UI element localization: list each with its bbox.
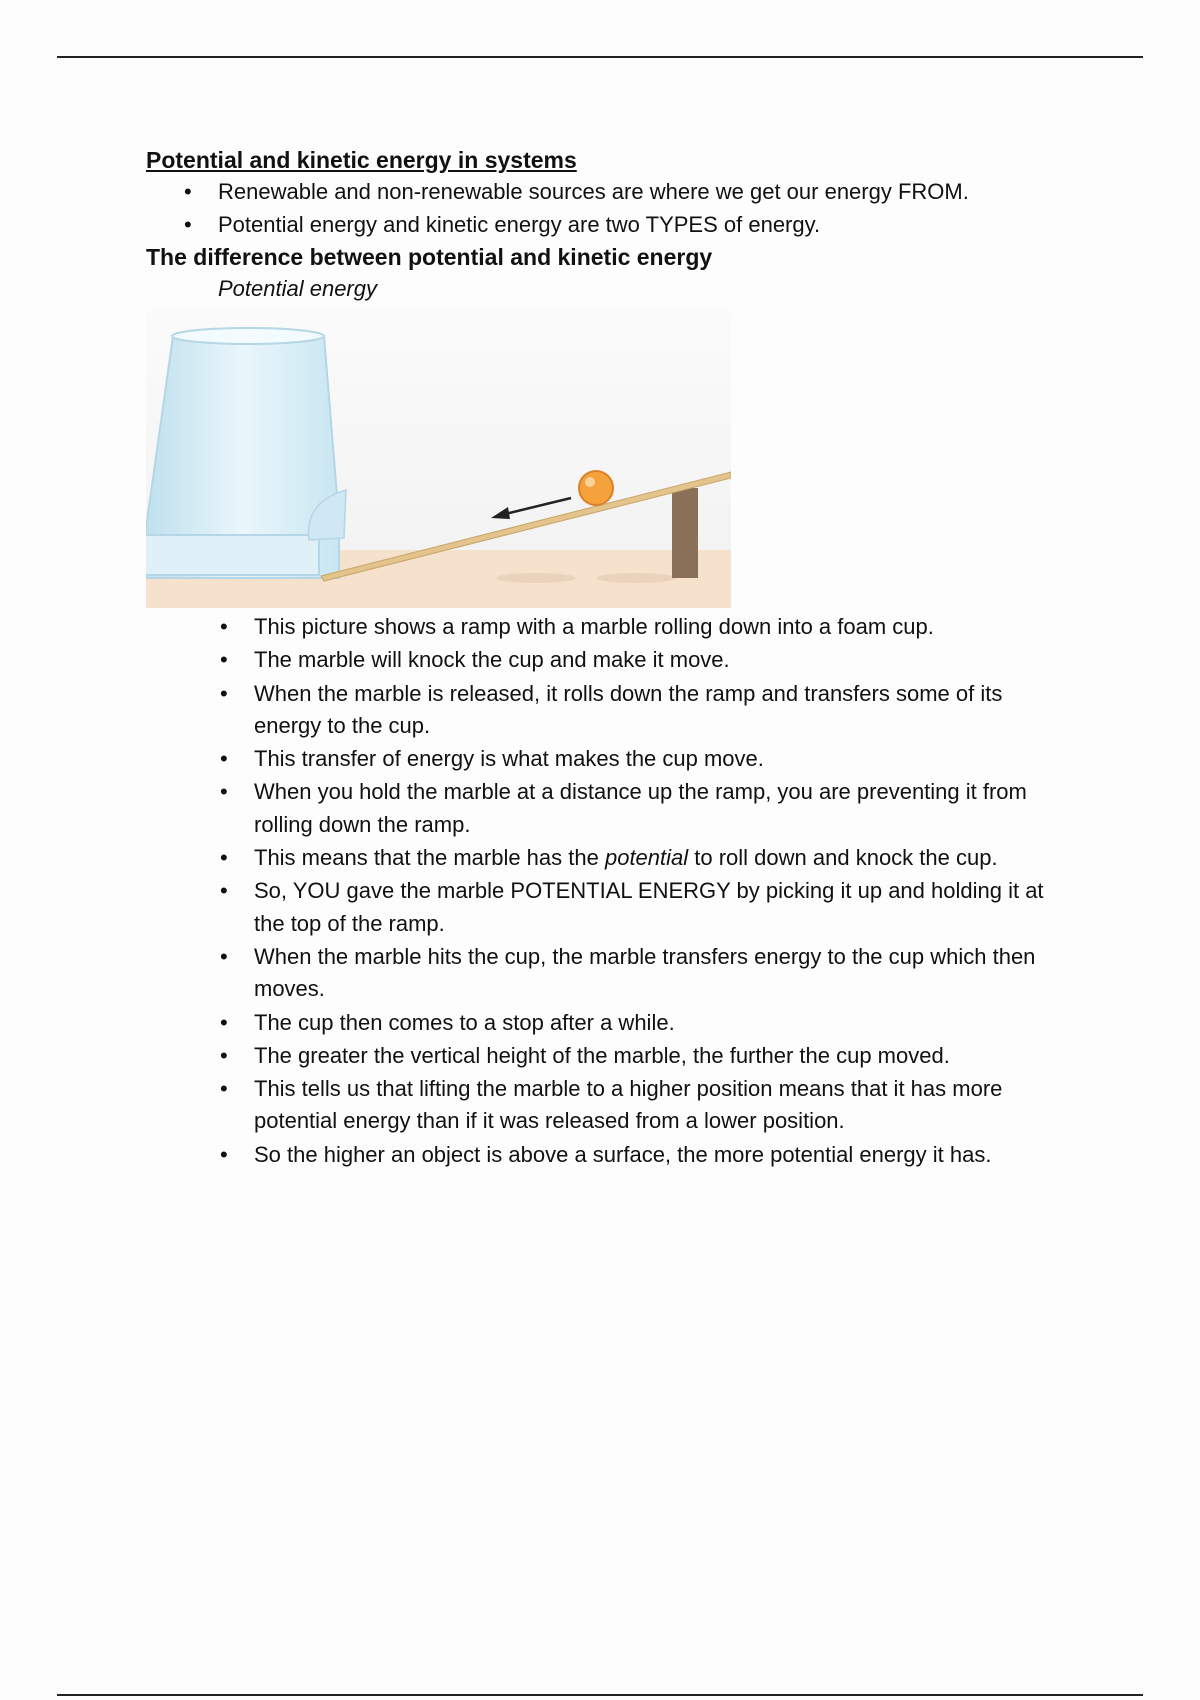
subsection-title: Potential energy	[218, 276, 377, 301]
header-rule	[57, 56, 1143, 58]
list-item: • When the marble hits the cup, the marble transfers energy to the cup which then moves.	[254, 941, 1074, 1006]
list-item	[254, 842, 1074, 874]
list-item: • The cup then comes to a stop after a while.	[254, 1007, 1074, 1039]
ramp-post	[672, 488, 698, 578]
list-item: • The marble will knock the cup and make it move.	[254, 644, 1074, 676]
list-item: • This tells us that lifting the marble to a higher position means that it has more potential energy than if it was released from a lower position.	[254, 1073, 1074, 1138]
list-item: • When you hold the marble at a distance up the ramp, you are preventing it from rolling down the ramp.	[254, 776, 1074, 841]
section-heading: The difference between potential and kinetic energy	[146, 244, 713, 270]
ramp-marble-cup-illustration	[146, 310, 731, 608]
list-item: • This picture shows a ramp with a marble rolling down into a foam cup.	[254, 611, 1074, 643]
list-item: • So the higher an object is above a surface, the more potential energy it has.	[254, 1139, 1074, 1171]
document-body	[146, 144, 1066, 305]
list-item: • This transfer of energy is what makes the cup move.	[254, 743, 1074, 775]
list-item: • So, YOU gave the marble POTENTIAL ENERGY by picking it up and holding it at the top of the ramp.	[254, 875, 1074, 940]
list-item: • Renewable and non-renewable sources are where we get our energy FROM.	[218, 176, 1066, 209]
explanation-list	[254, 611, 1074, 1172]
list-item: • The greater the vertical height of the marble, the further the cup moved.	[254, 1040, 1074, 1072]
list-item: • When the marble is released, it rolls down the ramp and transfers some of its energy to the cup.	[254, 678, 1074, 743]
list-item-text: This means that the marble has the	[254, 845, 605, 871]
marble	[579, 471, 613, 505]
emphasis-text: potential	[604, 845, 689, 871]
footer-rule	[57, 1694, 1143, 1696]
list-item: • Potential energy and kinetic energy are two TYPES of energy.	[218, 209, 1066, 242]
page-heading: Potential and kinetic energy in systems	[146, 147, 577, 173]
list-item-text: to roll down and knock the cup.	[688, 845, 998, 871]
intro-list	[218, 176, 1066, 241]
